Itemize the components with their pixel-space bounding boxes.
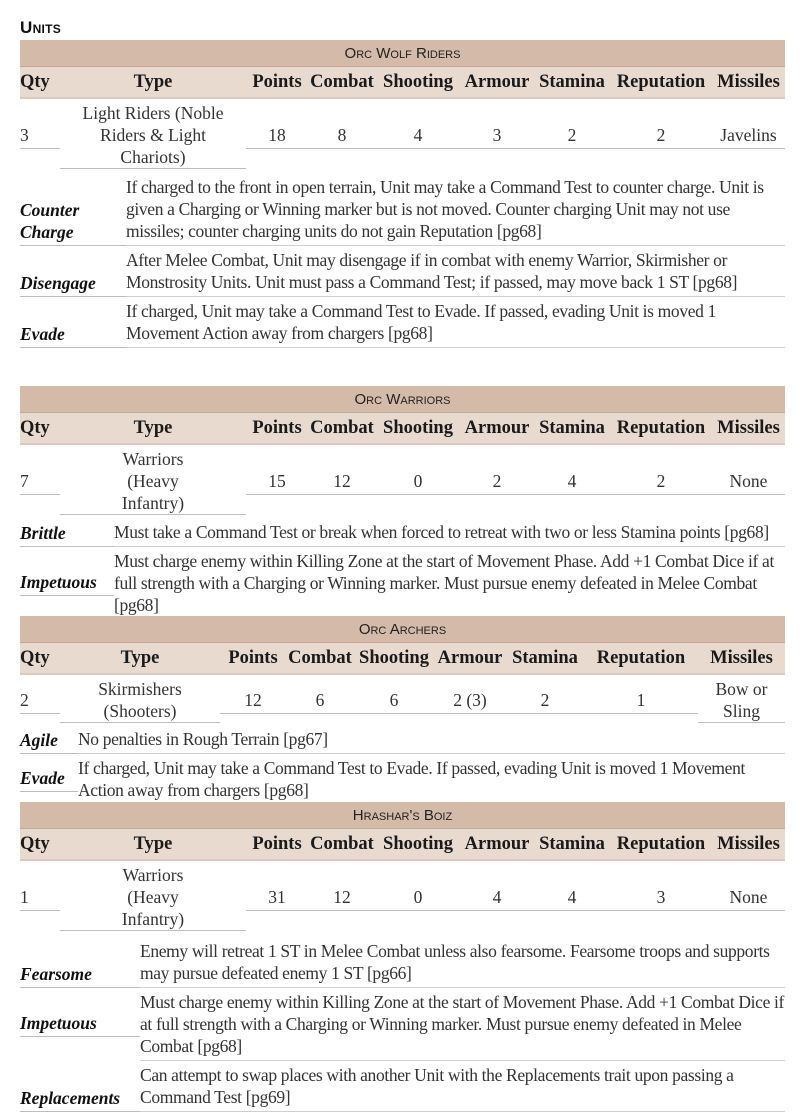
header-armour: Armour <box>464 418 530 438</box>
header-shooting: Shooting <box>383 834 453 854</box>
trait-description: No penalties in Rough Terrain [pg67] <box>78 725 785 754</box>
stamina-value: 4 <box>534 468 610 495</box>
unit-name-banner: Orc Warriors <box>20 386 785 413</box>
unit-orc-warriors <box>20 386 785 620</box>
header-combat: Combat <box>310 72 374 92</box>
trait-name: Evade <box>20 767 78 792</box>
header-stamina: Stamina <box>512 648 578 668</box>
trait-name: Impetuous <box>20 571 114 596</box>
qty-value: 2 <box>20 687 60 714</box>
header-type: Type <box>120 648 160 668</box>
header-armour: Armour <box>464 834 530 854</box>
header-stamina: Stamina <box>539 834 605 854</box>
type-value: Warriors (Heavy Infantry) <box>60 864 246 931</box>
stamina-value: 4 <box>534 884 610 911</box>
armour-value: 3 <box>460 122 534 149</box>
points-value: 15 <box>246 468 308 495</box>
trait-name: Replacements <box>20 1087 140 1112</box>
stat-header-row <box>20 67 785 99</box>
header-missiles: Missiles <box>710 648 773 668</box>
missiles-value: None <box>712 884 785 911</box>
trait-name: Disengage <box>20 272 126 297</box>
header-stamina: Stamina <box>539 72 605 92</box>
unit-name-banner: Orc Wolf Riders <box>20 40 785 67</box>
header-type: Type <box>133 418 173 438</box>
header-qty: Qty <box>20 834 50 854</box>
stat-row <box>20 678 785 723</box>
trait-name: Agile <box>20 729 78 754</box>
qty-value: 3 <box>20 122 60 149</box>
points-value: 31 <box>246 884 308 911</box>
header-qty: Qty <box>20 72 50 92</box>
trait-name: Impetuous <box>20 1012 140 1037</box>
type-value: Light Riders (Noble Riders & Light Chariots) <box>60 102 246 169</box>
header-points: Points <box>228 648 278 668</box>
stat-row <box>20 864 785 931</box>
stamina-value: 2 <box>506 687 584 714</box>
trait-row <box>20 754 785 805</box>
trait-description: If charged, Unit may take a Command Test to Evade. If passed, evading Unit is moved 1 Movement Action away from chargers [pg68] <box>78 754 785 805</box>
header-points: Points <box>252 834 302 854</box>
header-missiles: Missiles <box>717 72 780 92</box>
shooting-value: 0 <box>376 884 460 911</box>
header-reputation: Reputation <box>616 418 706 438</box>
unit-hrashars-boiz <box>20 802 785 1112</box>
unit-orc-wolf-riders <box>20 40 785 348</box>
armour-value: 2 (3) <box>434 687 506 714</box>
header-reputation: Reputation <box>596 648 686 668</box>
trait-row <box>20 937 785 988</box>
header-armour: Armour <box>437 648 503 668</box>
type-value: Skirmishers (Shooters) <box>60 678 220 723</box>
trait-row <box>20 173 785 246</box>
trait-description: If charged to the front in open terrain, Unit may take a Command Test to counter charge. Unit is given a Charging or Winning marker but is not moved. Counter charging Unit may not use missiles; counter charging units do not gain Reputation [pg68] <box>126 173 785 246</box>
trait-description: Enemy will retreat 1 ST in Melee Combat unless also fearsome. Fearsome troops and supports may pursue defeated enemy 1 ST [pg66] <box>140 937 785 988</box>
stat-row <box>20 102 785 169</box>
unit-name-banner: Hrashar's Boiz <box>20 802 785 829</box>
missiles-value: Javelins <box>712 122 785 149</box>
header-shooting: Shooting <box>359 648 429 668</box>
header-reputation: Reputation <box>616 72 706 92</box>
trait-row <box>20 725 785 754</box>
header-points: Points <box>252 418 302 438</box>
reputation-value: 3 <box>610 884 712 911</box>
unit-name-banner: Orc Archers <box>20 616 785 643</box>
header-combat: Combat <box>310 834 374 854</box>
combat-value: 12 <box>308 884 376 911</box>
points-value: 12 <box>220 687 286 714</box>
trait-row <box>20 246 785 297</box>
trait-row <box>20 547 785 620</box>
reputation-value: 1 <box>584 687 698 714</box>
points-value: 18 <box>246 122 308 149</box>
header-reputation: Reputation <box>616 834 706 854</box>
trait-description: If charged, Unit may take a Command Test to Evade. If passed, evading Unit is moved 1 Movement Action away from chargers [pg68] <box>126 297 785 348</box>
trait-row <box>20 518 785 547</box>
trait-row <box>20 1061 785 1112</box>
armour-value: 2 <box>460 468 534 495</box>
header-qty: Qty <box>20 418 50 438</box>
trait-name: Brittle <box>20 522 114 547</box>
header-combat: Combat <box>310 418 374 438</box>
header-missiles: Missiles <box>717 418 780 438</box>
reputation-value: 2 <box>610 468 712 495</box>
missiles-value: None <box>712 468 785 495</box>
combat-value: 12 <box>308 468 376 495</box>
trait-description: Must take a Command Test or break when forced to retreat with two or less Stamina points [pg68] <box>114 518 785 547</box>
header-shooting: Shooting <box>383 72 453 92</box>
trait-name: Counter Charge <box>20 199 126 246</box>
header-points: Points <box>252 72 302 92</box>
header-type: Type <box>133 834 173 854</box>
trait-row <box>20 297 785 348</box>
stat-header-row <box>20 413 785 445</box>
trait-description: Can attempt to swap places with another Unit with the Replacements trait upon passing a Command Test [pg69] <box>140 1061 785 1112</box>
combat-value: 8 <box>308 122 376 149</box>
header-type: Type <box>133 72 173 92</box>
qty-value: 7 <box>20 468 60 495</box>
header-combat: Combat <box>288 648 352 668</box>
trait-description: Must charge enemy within Killing Zone at the start of Movement Phase. Add +1 Combat Dice if at full strength with a Charging or Winning marker. Must pursue enemy defeated in Melee Combat [pg68] <box>140 988 785 1061</box>
stat-row <box>20 448 785 515</box>
trait-row <box>20 988 785 1061</box>
armour-value: 4 <box>460 884 534 911</box>
trait-description: Must charge enemy within Killing Zone at the start of Movement Phase. Add +1 Combat Dice if at full strength with a Charging or Winning marker. Must pursue enemy defeated in Melee Combat [pg68] <box>114 547 785 620</box>
trait-description: After Melee Combat, Unit may disengage if in combat with enemy Warrior, Skirmisher or Monstrosity Units. Unit must pass a Command Test; if passed, may move back 1 ST [pg68] <box>126 246 785 297</box>
unit-orc-archers <box>20 616 785 805</box>
shooting-value: 4 <box>376 122 460 149</box>
header-stamina: Stamina <box>539 418 605 438</box>
page-title: Units <box>20 18 62 37</box>
shooting-value: 6 <box>354 687 434 714</box>
shooting-value: 0 <box>376 468 460 495</box>
header-missiles: Missiles <box>717 834 780 854</box>
combat-value: 6 <box>286 687 354 714</box>
header-shooting: Shooting <box>383 418 453 438</box>
trait-name: Evade <box>20 323 126 348</box>
reputation-value: 2 <box>610 122 712 149</box>
type-value: Warriors (Heavy Infantry) <box>60 448 246 515</box>
stamina-value: 2 <box>534 122 610 149</box>
trait-name: Fearsome <box>20 963 140 988</box>
stat-header-row <box>20 643 785 675</box>
missiles-value: Bow or Sling <box>698 678 785 723</box>
header-qty: Qty <box>20 648 50 668</box>
qty-value: 1 <box>20 884 60 911</box>
header-armour: Armour <box>464 72 530 92</box>
stat-header-row <box>20 829 785 861</box>
